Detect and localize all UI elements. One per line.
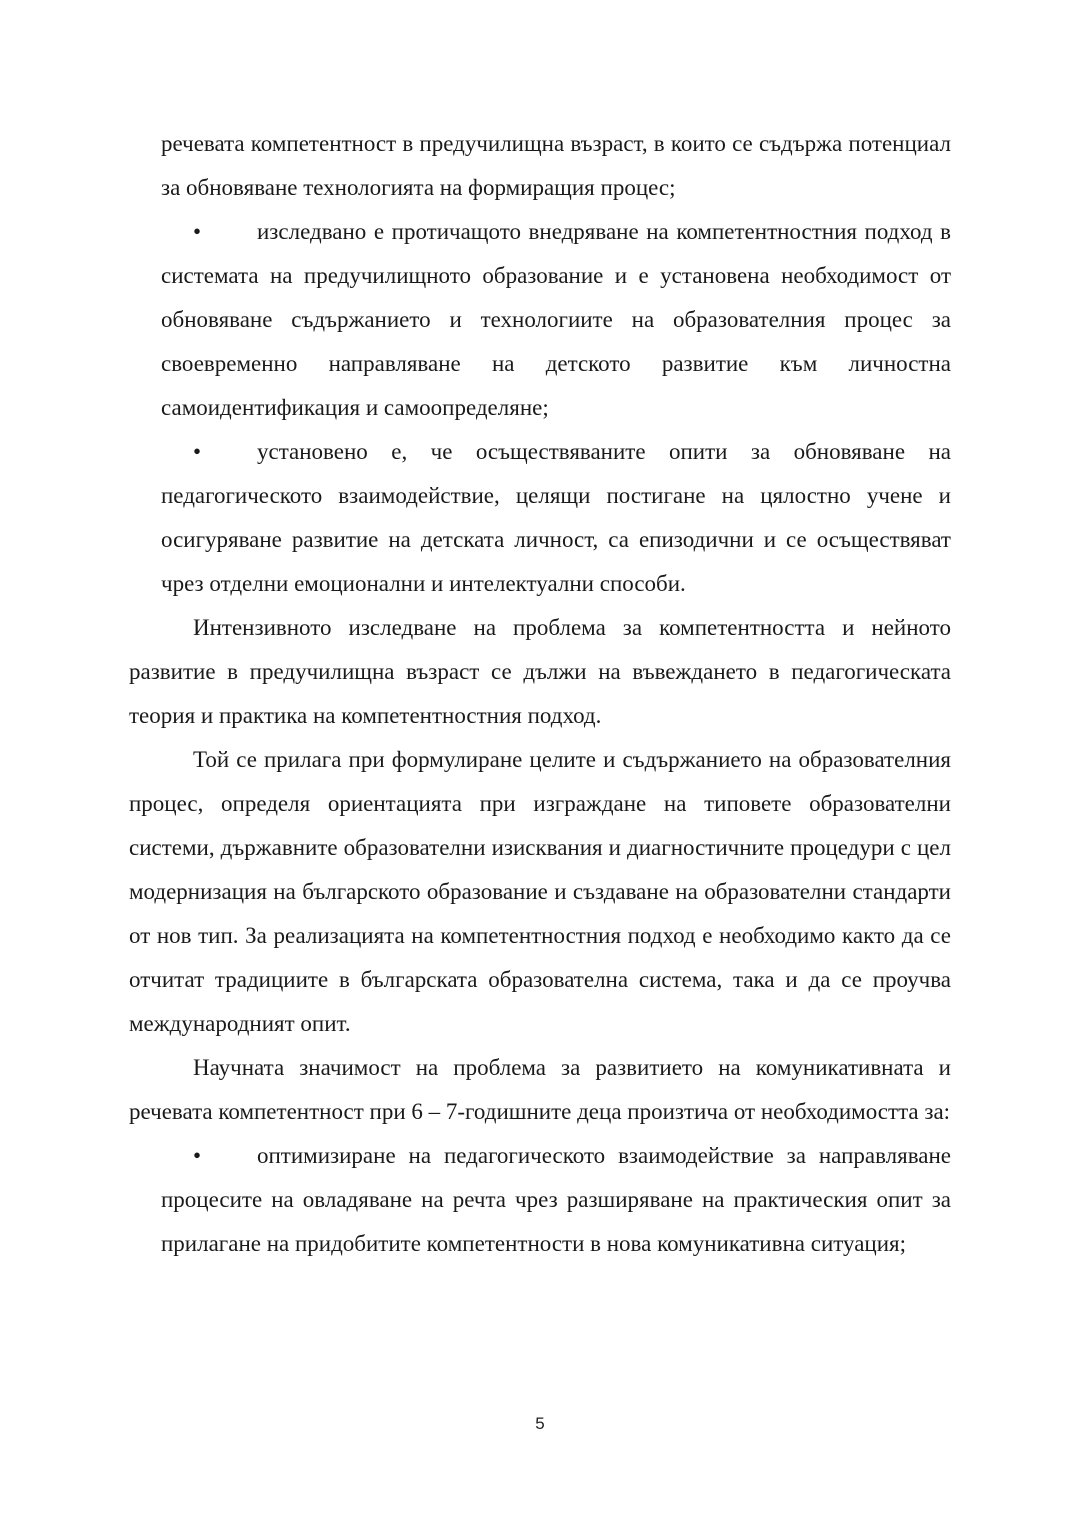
bullet-icon: •	[193, 1143, 202, 1168]
bullet-item	[129, 210, 951, 430]
bullet-icon: •	[193, 439, 202, 464]
page-number: 5	[535, 1414, 545, 1433]
bullet-item	[129, 1134, 951, 1266]
bullet-text: оптимизиране на педагогическото взаимодействие за направляване процесите на овладяване на речта чрез разширяване на практическия опит за прилагане на придобитите компетентности в нова комуникативна ситуация;	[161, 1143, 951, 1256]
body-text	[129, 122, 951, 1266]
bullet-text: изследвано е протичащото внедряване на компетентностния подход в системата на предучилищното образование и е установена необходимост от обновяване съдържанието и технологиите на образователния процес за своевременно направляване на детското развитие към личностна самоидентификация и самоопределяне;	[161, 219, 951, 420]
bullet-text: установено е, че осъществяваните опити за обновяване на педагогическото взаимодействие, целящи постигане на цялостно учене и осигуряване развитие на детската личност, са епизодични и се осъществяват чрез отделни емоционални и интелектуални способи.	[161, 439, 951, 596]
continuation-paragraph: речевата компетентност в предучилищна възраст, в които се съдържа потенциал за обновяване технологията на формиращия процес;	[161, 131, 951, 200]
body-paragraph: Интензивното изследване на проблема за компетентността и нейното развитие в предучилищна възраст се дължи на въвеждането в педагогическата теория и практика на компетентностния подход.	[129, 615, 951, 728]
bullet-icon: •	[193, 219, 202, 244]
body-paragraph: Той се прилага при формулиране целите и съдържанието на образователния процес, определя ориентацията при изграждане на типовете образователни системи, държавните образователни изисквания и диагностичните процедури с цел модернизация на българското образование и създаване на образователни стандарти от нов тип. За реализацията на компетентностния подход е необходимо както да се отчитат традициите в българската образователна система, така и да се проучва международният опит.	[129, 747, 951, 1036]
bullet-item	[129, 430, 951, 606]
body-paragraph: Научната значимост на проблема за развитието на комуникативната и речевата компетентност при 6 – 7-годишните деца произтича от необходимостта за:	[129, 1055, 951, 1124]
